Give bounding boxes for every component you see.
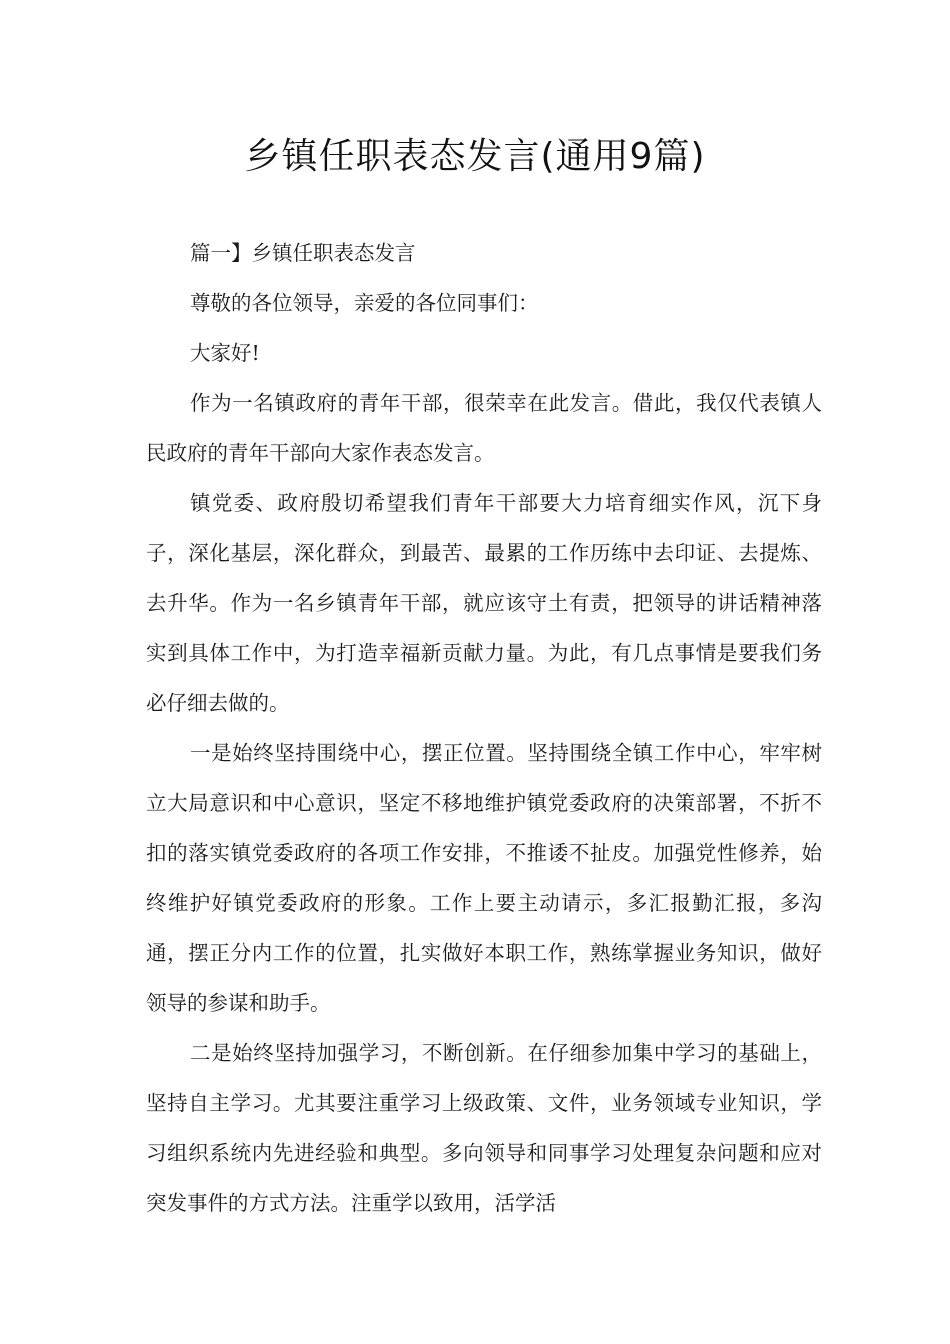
paragraph-intro: 作为一名镇政府的青年干部，很荣幸在此发言。借此，我仅代表镇人民政府的青年干部向大家作表态发言。 — [146, 391, 822, 465]
greeting: 大家好! — [190, 341, 260, 365]
paragraph-point-two: 二是始终坚持加强学习，不断创新。在仔细参加集中学习的基础上，坚持自主学习。尤其要注重学习上级政策、文件，业务领域专业知识，学习组织系统内先进经验和典型。多向领导和同事学习处理复杂问题和应对突发事件的方式方法。注重学以致用，活学活 — [146, 1041, 822, 1215]
document-body — [146, 228, 822, 1228]
paragraph-point-one: 一是始终坚持围绕中心，摆正位置。坚持围绕全镇工作中心，牢牢树立大局意识和中心意识，坚定不移地维护镇党委政府的决策部署，不折不扣的落实镇党委政府的各项工作安排，不推诿不扯皮。加强党性修养，始终维护好镇党委政府的形象。工作上要主动请示，多汇报勤汇报，多沟通，摆正分内工作的位置，扎实做好本职工作，熟练掌握业务知识，做好领导的参谋和助手。 — [146, 741, 822, 1015]
salutation: 尊敬的各位领导，亲爱的各位同事们： — [190, 291, 539, 315]
section-heading: 篇一】乡镇任职表态发言 — [190, 241, 416, 265]
paragraph-expectations: 镇党委、政府殷切希望我们青年干部要大力培育细实作风，沉下身子，深化基层，深化群众，到最苦、最累的工作历练中去印证、去提炼、去升华。作为一名乡镇青年干部，就应该守土有责，把领导的讲话精神落实到具体工作中，为打造幸福新贡献力量。为此，有几点事情是要我们务必仔细去做的。 — [146, 491, 822, 715]
document-title: 乡镇任职表态发言(通用9篇) — [244, 136, 706, 177]
